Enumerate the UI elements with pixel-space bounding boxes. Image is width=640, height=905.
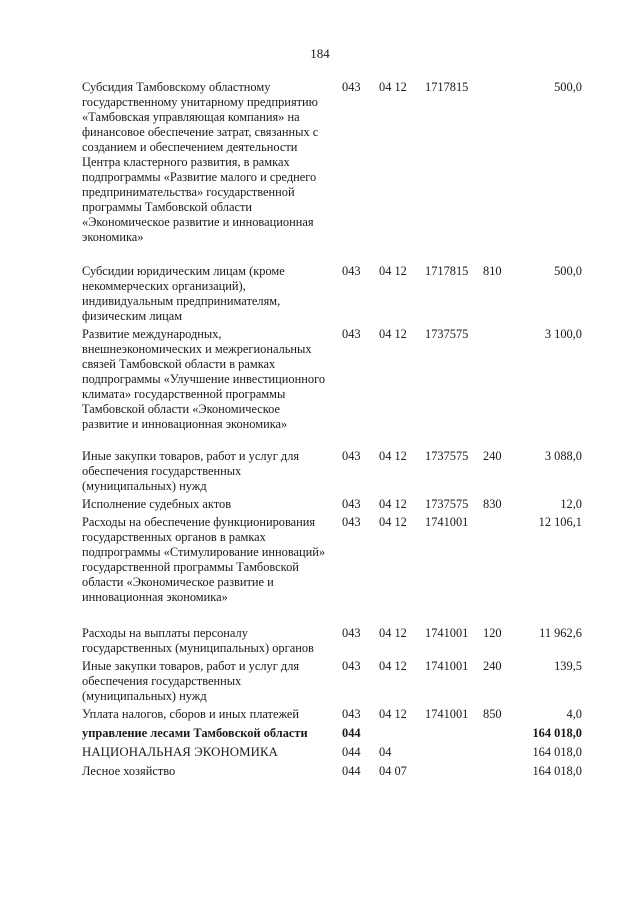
row-amount: 164 018,0 bbox=[532, 764, 582, 778]
row-name: Уплата налогов, сборов и иных платежей bbox=[82, 707, 300, 721]
row-csr: 1737575 bbox=[425, 497, 469, 511]
row-csr: 1741001 bbox=[425, 626, 469, 640]
row-amount: 3 088,0 bbox=[544, 449, 582, 463]
row-amount: 3 100,0 bbox=[544, 327, 582, 341]
row-section: 04 bbox=[379, 745, 392, 759]
row-name: Развитие международных, внешнеэкономических и межрегиональных связей Тамбовской области в рамках подпрограммы «Улучшение инвестиционного климата» государственной программы Тамбовской области «Экономическое развитие и инновационная экономика» bbox=[82, 327, 326, 431]
table-row bbox=[82, 327, 582, 449]
table-row bbox=[82, 659, 582, 707]
row-section: 04 12 bbox=[379, 327, 407, 341]
table-row bbox=[82, 515, 582, 626]
row-amount: 164 018,0 bbox=[532, 745, 582, 759]
row-section: 04 12 bbox=[379, 626, 407, 640]
table-row bbox=[82, 497, 582, 515]
row-vr: 830 bbox=[483, 497, 502, 511]
row-ved: 044 bbox=[342, 726, 361, 740]
row-name: Субсидия Тамбовскому областному государственному унитарному предприятию «Тамбовская управляющая компания» на финансовое обеспечение затрат, связанных с созданием и обеспечением деятельности Центра кластерного развития, в рамках подпрограммы «Развитие малого и среднего предпринимательства» государственной программы Тамбовской области «Экономическое развитие и инновационная экономика» bbox=[82, 80, 319, 244]
row-ved: 043 bbox=[342, 707, 361, 721]
row-name: Лесное хозяйство bbox=[82, 764, 176, 778]
table-row bbox=[82, 745, 582, 764]
row-amount: 11 962,6 bbox=[539, 626, 582, 640]
row-csr: 1717815 bbox=[425, 264, 469, 278]
row-amount: 4,0 bbox=[566, 707, 582, 721]
row-name: Субсидии юридическим лицам (кроме некоммерческих организаций), индивидуальным предпринимателям, физическим лицам bbox=[82, 264, 285, 323]
row-name: управление лесами Тамбовской области bbox=[82, 726, 308, 740]
row-vr: 240 bbox=[483, 659, 502, 673]
row-ved: 043 bbox=[342, 515, 361, 529]
row-ved: 043 bbox=[342, 497, 361, 511]
table-row bbox=[82, 764, 582, 783]
table-row bbox=[82, 449, 582, 497]
row-section: 04 12 bbox=[379, 449, 407, 463]
row-section: 04 12 bbox=[379, 515, 407, 529]
row-name: Расходы на обеспечение функционирования государственных органов в рамках подпрограммы «Стимулирование инноваций» государственной программы Тамбовской области «Экономическое развитие и инновационная экономика» bbox=[82, 515, 326, 604]
row-vr: 810 bbox=[483, 264, 502, 278]
table-row bbox=[82, 707, 582, 726]
budget-table bbox=[82, 80, 582, 783]
row-csr: 1741001 bbox=[425, 707, 469, 721]
row-section: 04 12 bbox=[379, 659, 407, 673]
row-name: Иные закупки товаров, работ и услуг для обеспечения государственных (муниципальных) нужд bbox=[82, 659, 300, 703]
row-ved: 044 bbox=[342, 745, 361, 759]
row-name: Иные закупки товаров, работ и услуг для обеспечения государственных (муниципальных) нужд bbox=[82, 449, 300, 493]
row-amount: 139,5 bbox=[554, 659, 582, 673]
row-vr: 240 bbox=[483, 449, 502, 463]
table-row bbox=[82, 726, 582, 745]
table-row bbox=[82, 626, 582, 659]
table-row bbox=[82, 264, 582, 327]
row-ved: 043 bbox=[342, 449, 361, 463]
row-csr: 1741001 bbox=[425, 659, 469, 673]
row-ved: 043 bbox=[342, 327, 361, 341]
row-csr: 1741001 bbox=[425, 515, 469, 529]
row-ved: 043 bbox=[342, 264, 361, 278]
row-name: НАЦИОНАЛЬНАЯ ЭКОНОМИКА bbox=[82, 745, 278, 759]
row-section: 04 07 bbox=[379, 764, 407, 778]
row-amount: 164 018,0 bbox=[532, 726, 582, 740]
row-section: 04 12 bbox=[379, 497, 407, 511]
row-vr: 850 bbox=[483, 707, 502, 721]
row-ved: 043 bbox=[342, 659, 361, 673]
row-section: 04 12 bbox=[379, 264, 407, 278]
row-amount: 500,0 bbox=[554, 264, 582, 278]
page-number: 184 bbox=[310, 46, 330, 61]
row-amount: 12,0 bbox=[560, 497, 582, 511]
row-vr: 120 bbox=[483, 626, 502, 640]
row-section: 04 12 bbox=[379, 707, 407, 721]
row-amount: 12 106,1 bbox=[538, 515, 582, 529]
row-ved: 044 bbox=[342, 764, 361, 778]
row-amount: 500,0 bbox=[554, 80, 582, 94]
row-ved: 043 bbox=[342, 80, 361, 94]
row-csr: 1737575 bbox=[425, 449, 469, 463]
row-ved: 043 bbox=[342, 626, 361, 640]
row-csr: 1717815 bbox=[425, 80, 469, 94]
row-section: 04 12 bbox=[379, 80, 407, 94]
row-name: Расходы на выплаты персоналу государственных (муниципальных) органов bbox=[82, 626, 314, 655]
row-csr: 1737575 bbox=[425, 327, 469, 341]
row-name: Исполнение судебных актов bbox=[82, 497, 232, 511]
table-row bbox=[82, 80, 582, 264]
